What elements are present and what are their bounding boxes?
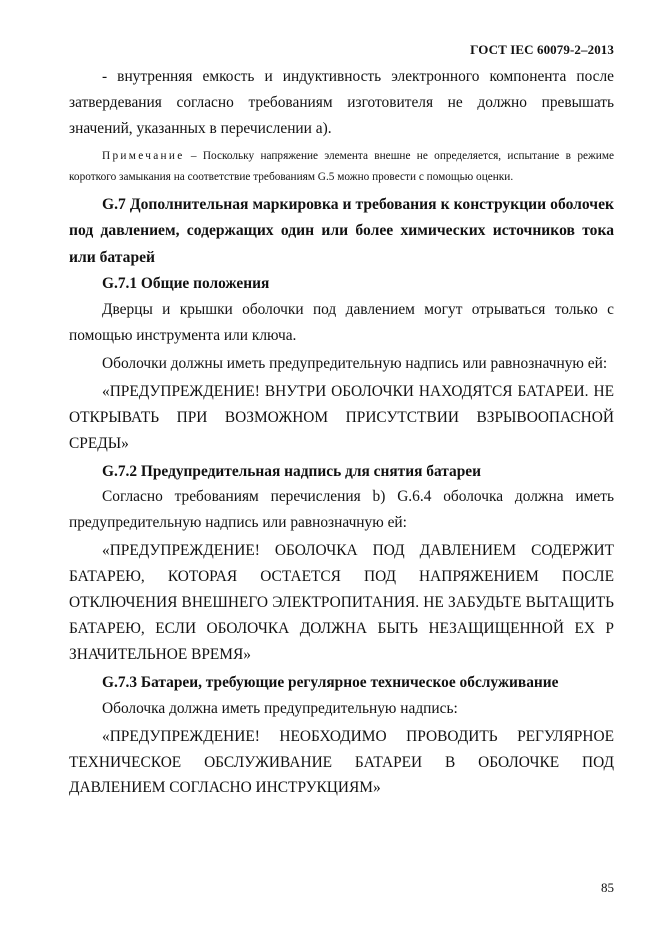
section-heading-g7: G.7 Дополнительная маркировка и требования к конструкции оболочек под давлением, содержащих один или более химических источников тока или батарей [69,195,614,266]
note-label: Примечание [102,149,185,162]
warning-quote-battery-removal: «ПРЕДУПРЕЖДЕНИЕ! ОБОЛОЧКА ПОД ДАВЛЕНИЕМ СОДЕРЖИТ БАТАРЕЮ, КОТОРАЯ ОСТАЕТСЯ ПОД НАПРЯЖЕНИЕМ ПОСЛЕ ОТКЛЮЧЕНИЯ ВНЕШНЕГО ЭЛЕКТРОПИТАНИЯ. НЕ ЗАБУДЬТЕ ВЫТАЩИТЬ БАТАРЕЮ, ЕСЛИ ОБОЛОЧКА ДОЛЖНА БЫТЬ НЕЗАЩИЩЕННОЙ ЕХ Р ЗНАЧИТЕЛЬНОЕ ВРЕМЯ» [69,542,614,663]
paragraph-doors-covers: Дверцы и крышки оболочки под давлением могут отрываться только с помощью инструмента или ключа. [69,301,614,345]
section-heading-g72: G.7.2 Предупредительная надпись для снятия батареи [102,462,481,480]
page-number: 85 [601,880,614,895]
note [69,146,614,188]
warning-quote-maintenance: «ПРЕДУПРЕЖДЕНИЕ! НЕОБХОДИМО ПРОВОДИТЬ РЕГУЛЯРНОЕ ТЕХНИЧЕСКОЕ ОБСЛУЖИВАНИЕ БАТАРЕИ В ОБОЛОЧКЕ ПОД ДАВЛЕНИЕМ СОГЛАСНО ИНСТРУКЦИЯМ» [69,727,614,797]
section-heading-g73: G.7.3 Батареи, требующие регулярное техническое обслуживание [102,673,559,691]
paragraph-warning-label: Оболочки должны иметь предупредительную надпись или равнозначную ей: [102,354,608,372]
note-text: – Поскольку напряжение элемента внешне не определяется, испытание в режиме короткого замыкания на соответствие требованиям G.5 можно провести с помощью оценки. [69,149,614,183]
paragraph-component-capacitance: - внутренняя емкость и индуктивность электронного компонента после затвердевания согласно требованиям изготовителя не должно превышать значений, указанных в перечислении а). [69,68,614,137]
page-body [69,64,614,803]
document-header: ГОСТ IEC 60079-2–2013 [470,42,614,57]
warning-quote-batteries-inside: «ПРЕДУПРЕЖДЕНИЕ! ВНУТРИ ОБОЛОЧКИ НАХОДЯТСЯ БАТАРЕИ. НЕ ОТКРЫВАТЬ ПРИ ВОЗМОЖНОМ ПРИСУТСТВИИ ВЗРЫВООПАСНОЙ СРЕДЫ» [69,382,614,452]
paragraph-g64-requirement: Согласно требованиям перечисления b) G.6.4 оболочка должна иметь предупредительную надпись или равнозначную ей: [69,488,614,532]
paragraph-maintenance-label: Оболочка должна иметь предупредительную надпись: [102,699,458,717]
section-heading-g71: G.7.1 Общие положения [102,275,270,293]
